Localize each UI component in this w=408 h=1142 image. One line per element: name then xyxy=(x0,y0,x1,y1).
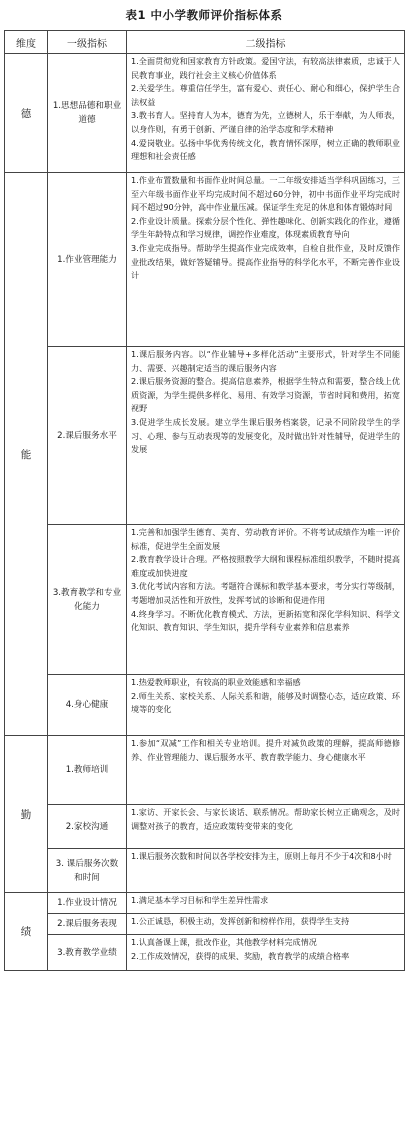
item-text: 1.参加“双减”工作和相关专业培训。提升对减负政策的理解，提高师德修养、作业管理能力、课后服务水平、教育教学能力、身心健康水平 xyxy=(131,738,400,762)
dimension-cell: 绩 xyxy=(5,893,48,971)
dimension-cell: 能 xyxy=(5,173,48,736)
indicator-name: 1.作业设计情况 xyxy=(48,893,127,914)
item-text: 4.爱岗敬业。弘扬中华优秀传统文化，教育情怀深厚，树立正确的教师职业理想和社会责任感 xyxy=(131,137,400,162)
table-row xyxy=(5,675,405,736)
table-row xyxy=(5,173,405,347)
dimension-cell: 勤 xyxy=(5,736,48,893)
table-row xyxy=(5,914,405,935)
indicator-name: 2.课后服务表现 xyxy=(48,914,127,935)
table-row xyxy=(5,893,405,914)
item-text: 2.教育教学设计合理。严格按照教学大纲和课程标准组织教学，不随时提高难度或加快进度 xyxy=(131,554,400,578)
item-text: 1.完善和加强学生德育、美育、劳动教育评价。不将考试成绩作为唯一评价标准，促进学生全面发展 xyxy=(131,527,400,551)
item-text: 1.全面贯彻党和国家教育方针政策。爱国守法，有较高法律素质，忠诚于人民教育事业，践行社会主义核心价值体系 xyxy=(131,56,400,80)
header-dimension: 维度 xyxy=(5,31,48,54)
indicator-items xyxy=(127,347,405,525)
table-row xyxy=(5,736,405,805)
indicator-name: 1.作业管理能力 xyxy=(48,173,127,347)
table-row xyxy=(5,54,405,173)
indicator-name: 2.家校沟通 xyxy=(48,805,127,849)
item-text: 3.作业完成指导。帮助学生提高作业完成效率，自检自批作业，及时反馈作业批改结果，做好答疑辅导。提高作业指导的科学化水平，不断完善作业设计 xyxy=(131,242,400,281)
table-row xyxy=(5,525,405,675)
indicator-name: 1.教师培训 xyxy=(48,736,127,805)
table-row xyxy=(5,849,405,893)
item-text: 1.满足基本学习目标和学生差异性需求 xyxy=(131,895,269,905)
indicator-items xyxy=(127,525,405,675)
item-text: 2.师生关系、家校关系、人际关系和谐，能够及时调整心态，适应政策、环境等的变化 xyxy=(131,690,400,715)
item-text: 1.课后服务内容。以“作业辅导+多样化活动”主要形式，针对学生不同能力、需要、兴趣制定适当的课后服务内容 xyxy=(131,349,400,373)
item-text: 1.公正诚恳，积极主动，发挥创新和榜样作用，获得学生支持 xyxy=(131,916,350,926)
indicator-name: 3.教育教学业绩 xyxy=(48,935,127,971)
indicator-items xyxy=(127,893,405,914)
table-row xyxy=(5,935,405,971)
dimension-cell: 德 xyxy=(5,54,48,173)
item-text: 4.终身学习。不断优化教育模式、方法，更新拓宽和深化学科知识、科学文化知识、教育知识、学生知识，提升学科专业素养和信息素养 xyxy=(131,608,400,633)
item-text: 1.热爱教师职业，有较高的职业效能感和幸福感 xyxy=(131,677,301,687)
table-row xyxy=(5,805,405,849)
indicator-items xyxy=(127,935,405,971)
indicator-items xyxy=(127,805,405,849)
table-row xyxy=(5,347,405,525)
item-text: 2.工作成效情况，获得的成果、奖励，教育教学的成绩合格率 xyxy=(131,950,350,961)
header-level2: 二级指标 xyxy=(127,31,405,54)
indicator-items xyxy=(127,849,405,893)
indicator-name: 2.课后服务水平 xyxy=(48,347,127,525)
indicator-name: 3. 课后服务次数和时间 xyxy=(48,849,127,893)
item-text: 1.作业布置数量和书面作业时间总量。一二年级安排适当学科巩固练习，三至六年级书面作业平均完成时间不超过60分钟，初中书面作业平均完成时间不超过90分钟，高中作业量压减。保证学生充足的休息和体育锻炼时间 xyxy=(131,175,400,213)
item-text: 3.教书育人。坚持育人为本，德育为先，立德树人，乐于奉献，为人师表，以身作则，有勇于创新、严谨自律的治学态度和学术精神 xyxy=(131,110,400,134)
header-row xyxy=(5,31,405,54)
indicator-items xyxy=(127,736,405,805)
item-text: 1.认真备课上课，批改作业，其他教学材料完成情况 xyxy=(131,937,317,947)
indicator-name: 3.教育教学和专业化能力 xyxy=(48,525,127,675)
item-text: 3.优化考试内容和方法。考题符合课标和教学基本要求，考分实行等级制，考题增加灵活性和开放性，发挥考试的诊断和促进作用 xyxy=(131,581,400,605)
table-title: 表1 中小学教师评价指标体系 xyxy=(125,8,283,22)
indicator-items xyxy=(127,54,405,173)
indicator-items xyxy=(127,173,405,347)
item-text: 2.课后服务资源的整合。提高信息素养，根据学生特点和需要，整合线上优质资源，为学生提供多样化、易用、有效学习资源，节省时间和费用，拓宽视野 xyxy=(131,376,400,414)
indicator-items xyxy=(127,914,405,935)
indicator-name: 4.身心健康 xyxy=(48,675,127,736)
indicator-items xyxy=(127,675,405,736)
indicator-name: 1.思想品德和职业道德 xyxy=(48,54,127,173)
item-text: 2.关爱学生。尊重信任学生，富有爱心、责任心、耐心和细心，保护学生合法权益 xyxy=(131,83,400,107)
header-level1: 一级指标 xyxy=(48,31,127,54)
item-text: 2.作业设计质量。探索分层个性化、弹性趣味化、创新实践化的作业，遵循学生年龄特点和学习规律，调控作业难度，体现素质教育导向 xyxy=(131,215,400,240)
item-text: 1.家访、开家长会、与家长谈话、联系情况。帮助家长树立正确观念，及时调整对孩子的教育，适应政策转变带来的变化 xyxy=(131,807,400,831)
evaluation-table xyxy=(4,30,405,971)
item-text: 3.促进学生成长发展。建立学生课后服务档案袋，记录不同阶段学生的学习、心理、参与互动表现等的发展变化，及时做出针对性辅导，促进学生的发展 xyxy=(131,416,400,455)
item-text: 1.课后服务次数和时间以各学校安排为主，原则上每月不少于4次和8小时 xyxy=(131,851,392,861)
